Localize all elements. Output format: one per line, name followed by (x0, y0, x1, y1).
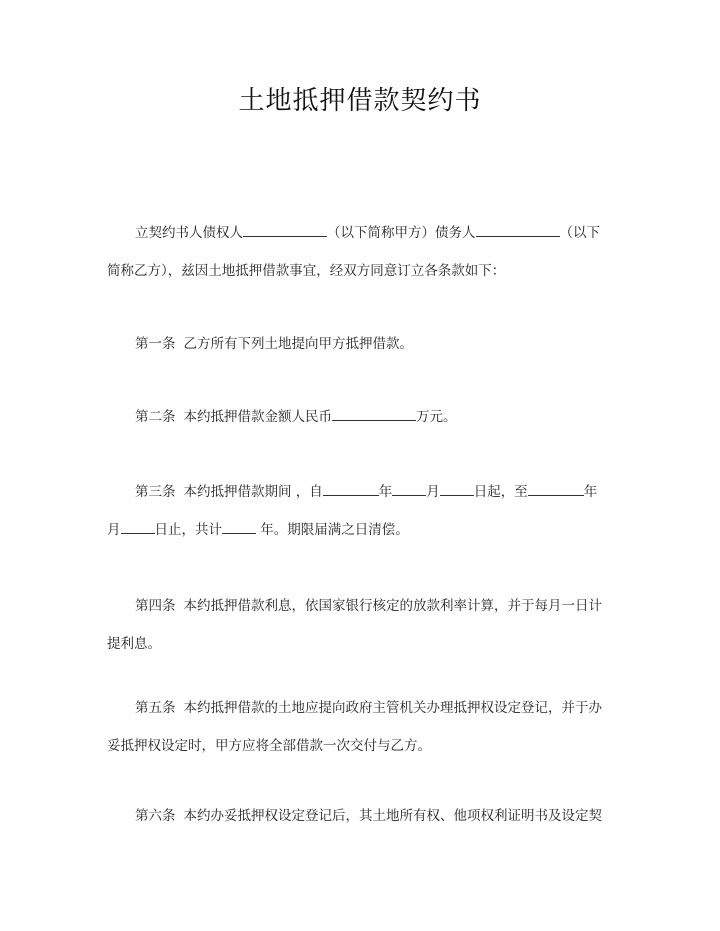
article-text: 提利息。 (107, 636, 161, 652)
article-2 (107, 398, 617, 436)
document-title: 土地抵押借款契约书 (238, 86, 482, 116)
day-label: 日起，至 (473, 484, 528, 500)
preamble-paragraph (107, 214, 617, 290)
article-label: 第五条 (135, 700, 176, 716)
article-text: 本约抵押借款利息，依国家银行核定的放款利率计算，并于每月一日计 (183, 598, 602, 614)
start-month-blank (392, 481, 426, 496)
article-4 (107, 587, 617, 663)
article-label: 第一条 (135, 336, 176, 352)
month-label: 月 (107, 522, 121, 538)
article-text: 万元。 (416, 409, 457, 425)
article-label: 第四条 (135, 598, 176, 614)
preamble-text: 简称乙方），兹因土地抵押借款事宜，经双方同意订立各条款如下： (107, 263, 506, 279)
creditor-blank (243, 222, 327, 237)
article-text: 本约抵押借款金额人民币 (183, 409, 332, 425)
day-label: 日止，共计 (154, 522, 222, 538)
debtor-blank (476, 222, 560, 237)
end-year-blank (528, 481, 584, 496)
article-3 (107, 473, 617, 549)
article-5 (107, 689, 617, 765)
article-text: 乙方所有下列土地提向甲方抵押借款。 (183, 336, 413, 352)
end-month-blank (121, 519, 155, 534)
start-year-blank (323, 481, 379, 496)
article-label: 第六条 (135, 808, 176, 824)
article-label: 第三条 (135, 484, 176, 500)
article-text: 本约抵押借款的土地应提向政府主管机关办理抵押权设定登记，并于办 (183, 700, 602, 716)
article-text: 本约办妥抵押权设定登记后，其土地所有权、他项权利证明书及设定契 (183, 808, 602, 824)
article-6 (107, 797, 617, 835)
article-text: 年。期限届满之日清偿。 (256, 522, 409, 538)
article-text: 本约抵押借款期间 ，自 (183, 484, 323, 500)
total-years-blank (222, 519, 256, 534)
start-day-blank (440, 481, 474, 496)
article-1 (107, 325, 617, 363)
amount-blank (332, 406, 416, 421)
article-text: 妥抵押权设定时，甲方应将全部借款一次交付与乙方。 (107, 738, 431, 754)
preamble-text: （以下 (559, 225, 600, 241)
article-label: 第二条 (135, 409, 176, 425)
year-label: 年 (583, 484, 598, 500)
preamble-text: 立契约书人债权人 (135, 225, 243, 241)
preamble-text: （以下简称甲方）债务人 (327, 225, 476, 241)
month-label: 月 (426, 484, 440, 500)
year-label: 年 (378, 484, 393, 500)
